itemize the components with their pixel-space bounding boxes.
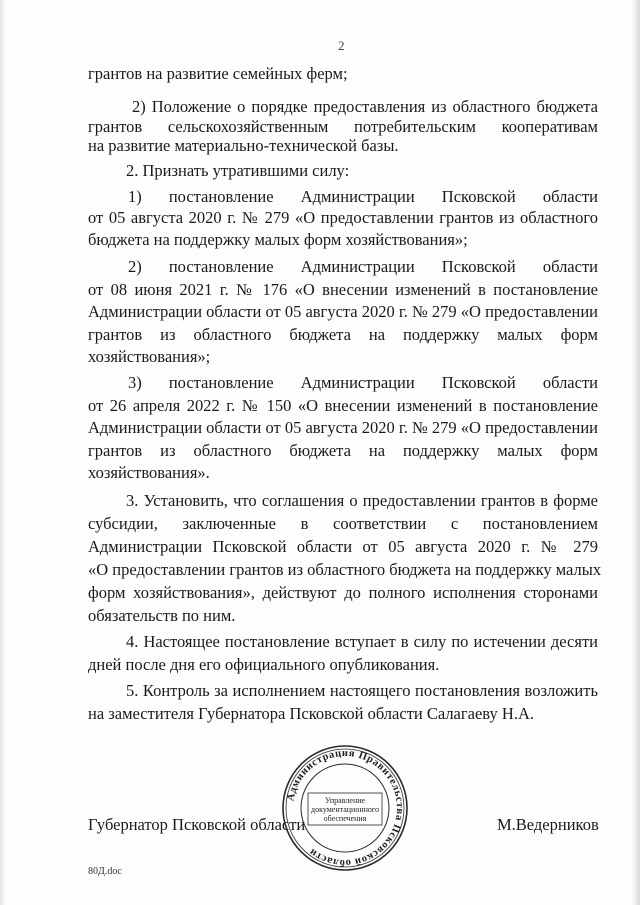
footer-filename: 80Д.doc: [88, 866, 122, 877]
page-number: 2: [338, 38, 345, 53]
body-line-13: хозяйствования»;: [88, 347, 211, 366]
scan-edge-left: [0, 0, 6, 905]
body-line-6: 1) постановление Администрации Псковской области: [128, 187, 598, 206]
body-line-2: 2) Положение о порядке предоставления из областного бюджета: [132, 97, 598, 116]
body-line-27: 5. Контроль за исполнением настоящего постановления возложить: [126, 681, 598, 700]
body-line-1: грантов на развитие семейных ферм;: [88, 64, 348, 83]
body-line-3: грантов сельскохозяйственным потребительским кооперативам: [88, 117, 598, 136]
body-line-10: от 08 июня 2021 г. № 176 «О внесении изменений в постановление: [88, 280, 598, 299]
body-line-28: на заместителя Губернатора Псковской области Салагаеву Н.А.: [88, 704, 534, 723]
body-line-7: от 05 августа 2020 г. № 279 «О предоставлении грантов из областного: [88, 208, 598, 227]
body-line-9: 2) постановление Администрации Псковской области: [128, 257, 598, 276]
body-line-20: субсидии, заключенные в соответствии с постановлением: [88, 514, 598, 533]
body-line-16: Администрации области от 05 августа 2020 г. № 279 «О предоставлении: [88, 418, 598, 437]
body-line-11: Администрации области от 05 августа 2020 г. № 279 «О предоставлении: [88, 302, 598, 321]
stamp-inner-line-1: Управление: [324, 796, 366, 805]
body-line-8: бюджета на поддержку малых форм хозяйствования»;: [88, 230, 468, 249]
scan-edge-right: [632, 0, 640, 905]
body-line-4: на развитие материально-технической базы.: [88, 136, 399, 155]
body-line-19: 3. Установить, что соглашения о предоставлении грантов в форме: [126, 491, 598, 510]
body-line-12: грантов из областного бюджета на поддержку малых форм: [88, 325, 598, 344]
signatory-name: М.Ведерников: [497, 815, 599, 834]
body-line-18: хозяйствования».: [88, 463, 210, 482]
body-line-15: от 26 апреля 2022 г. № 150 «О внесении изменений в постановление: [88, 396, 598, 415]
body-line-26: дней после дня его официального опубликования.: [88, 655, 440, 674]
body-line-24: обязательств по ним.: [88, 606, 236, 625]
signatory-position: Губернатор Псковской области: [88, 815, 306, 834]
stamp-outer-text: Администрация Правительства Псковской области: [285, 747, 406, 869]
body-line-25: 4. Настоящее постановление вступает в силу по истечении десяти: [126, 632, 598, 651]
stamp-inner-line-2: документационного: [311, 805, 379, 814]
body-line-14: 3) постановление Администрации Псковской области: [128, 373, 598, 392]
body-line-23: форм хозяйствования», действуют до полного исполнения сторонами: [88, 583, 598, 602]
body-line-17: грантов из областного бюджета на поддержку малых форм: [88, 441, 598, 460]
stamp-inner-line-3: обеспечения: [323, 814, 367, 823]
body-line-5: 2. Признать утратившими силу:: [126, 161, 350, 180]
body-line-21: Администрации Псковской области от 05 августа 2020 г. № 279: [88, 537, 598, 556]
body-line-22: «О предоставлении грантов из областного бюджета на поддержку малых: [88, 560, 602, 579]
official-stamp: [280, 743, 410, 873]
